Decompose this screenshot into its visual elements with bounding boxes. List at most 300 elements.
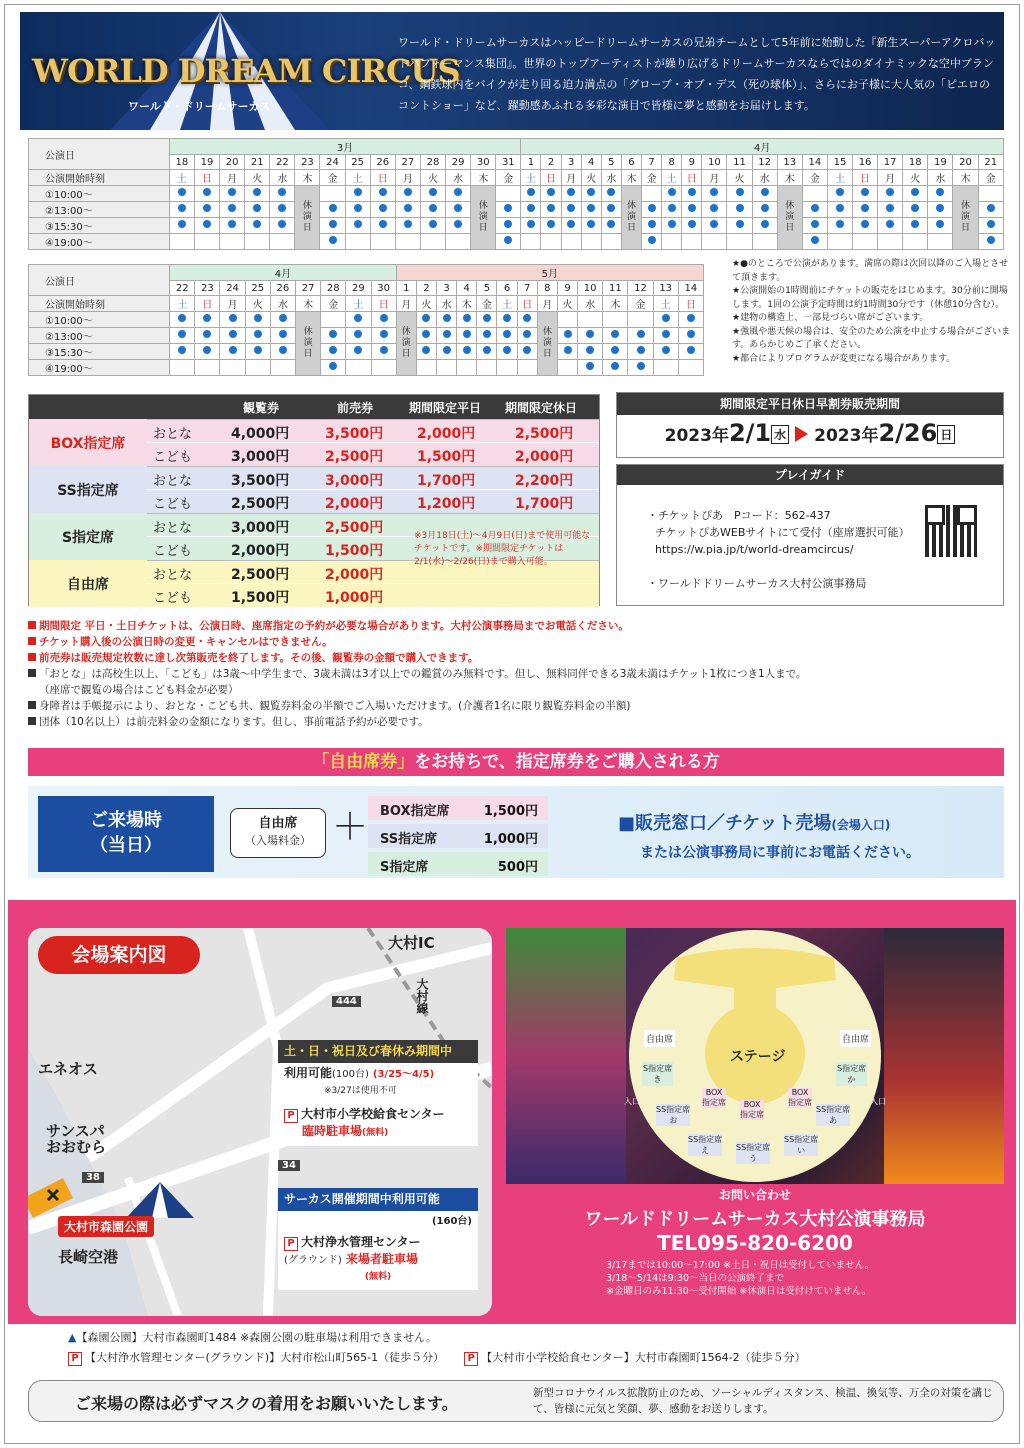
day-cell: 6 bbox=[621, 155, 641, 170]
day-cell: 20 bbox=[953, 155, 978, 170]
slot-cell bbox=[702, 234, 727, 250]
counter-sub: または公演事務局に事前にお電話ください。 bbox=[640, 845, 920, 861]
counter-entrance: (会場入口) bbox=[831, 818, 891, 832]
day-cell: 8 bbox=[662, 155, 682, 170]
box-label: BOX bbox=[705, 1088, 723, 1097]
slot-cell bbox=[320, 202, 345, 218]
tent-icon: ▲ bbox=[68, 1331, 77, 1344]
slot-cell bbox=[903, 202, 928, 218]
month-row bbox=[29, 265, 704, 281]
slot-cell bbox=[345, 234, 370, 250]
weekday-cell: 水 bbox=[578, 296, 603, 312]
slot-cell bbox=[420, 218, 445, 234]
slot-cell bbox=[346, 312, 371, 328]
day-cell: 1 bbox=[396, 281, 416, 296]
performance-dot-icon bbox=[527, 188, 535, 196]
slot-cell bbox=[446, 186, 471, 202]
day-cell: 5 bbox=[601, 155, 621, 170]
price-value: 2,500円 bbox=[231, 567, 290, 583]
slot-cell bbox=[727, 202, 752, 218]
weekday-cell: 木 bbox=[457, 296, 477, 312]
day-cell: 26 bbox=[370, 155, 395, 170]
slot-time: ③15:30〜 bbox=[29, 218, 170, 234]
day-cell: 2 bbox=[416, 281, 436, 296]
slot-cell bbox=[727, 186, 752, 202]
day-cell: 21 bbox=[245, 155, 270, 170]
holiday-cell: 休 演 日 bbox=[621, 186, 641, 250]
seat-category: SS指定席 bbox=[29, 466, 147, 513]
slot-time: ③15:30〜 bbox=[29, 344, 170, 360]
map-title: 会場案内図 bbox=[38, 936, 200, 974]
slot-cell bbox=[457, 312, 477, 328]
slot-cell bbox=[416, 344, 436, 360]
day-of-label: ご来場時 bbox=[90, 810, 162, 831]
slot-cell bbox=[827, 234, 852, 250]
slot-cell bbox=[928, 234, 953, 250]
note-item: ★●のところで公演があります。満席の際は次回以降のご入場とさせて頂きます。 bbox=[732, 259, 1009, 283]
slot-cell bbox=[420, 234, 445, 250]
s-seat-ka bbox=[836, 1062, 867, 1086]
slot-cell bbox=[370, 218, 395, 234]
weekday-cell: 月 bbox=[396, 296, 416, 312]
address-kyushoku: 【大村市小学校給食センター】大村市森園町1564-2（徒歩５分） bbox=[481, 1351, 806, 1364]
weekday-cell: 木 bbox=[603, 296, 628, 312]
performance-dot-icon bbox=[380, 330, 388, 338]
slot-cell bbox=[521, 218, 541, 234]
slot-row bbox=[29, 202, 1004, 218]
weekday-cell: 日 bbox=[682, 170, 702, 186]
performance-dot-icon bbox=[687, 314, 695, 322]
price-value: 2,000円 bbox=[515, 448, 574, 465]
note-item: ★公演開始の1時間前にチケットの販売をはじめます。30分前に開場します。1回の公演予定時間は約1時間30分です（休憩10分含む）。 bbox=[732, 286, 1008, 310]
performance-dot-icon bbox=[429, 188, 437, 196]
s-seat-label: S指定席 bbox=[837, 1064, 867, 1073]
performance-dot-icon bbox=[203, 188, 211, 196]
stage-label: ステージ bbox=[730, 1049, 786, 1065]
performance-dot-icon bbox=[611, 362, 619, 370]
weekday-cell: 水 bbox=[928, 170, 953, 186]
covid-text: 新型コロナウイルス拡散防止のため、ソーシャルディスタンス、検温、換気等、万全の対策を講じて、皆様に元気と笑顔、夢、感動をお送りします。 bbox=[533, 1387, 993, 1415]
slot-cell bbox=[978, 186, 1003, 202]
slot-cell bbox=[395, 186, 420, 202]
col-maeuri: 前売券 bbox=[337, 401, 374, 415]
weekday-cell: 木 bbox=[777, 170, 802, 186]
ss-block: お bbox=[669, 1116, 678, 1125]
play-guide-title: プレイガイド bbox=[617, 465, 1003, 485]
slot-cell bbox=[220, 360, 245, 376]
slot-cell bbox=[642, 218, 662, 234]
performance-dot-icon bbox=[354, 204, 362, 212]
weekday-cell: 日 bbox=[517, 296, 537, 312]
counter-info bbox=[618, 810, 998, 867]
performance-dot-icon bbox=[648, 236, 656, 244]
slot-cell bbox=[477, 312, 497, 328]
price-age: こども bbox=[153, 543, 193, 559]
price-value: 3,500円 bbox=[325, 426, 384, 442]
slot-cell bbox=[270, 218, 295, 234]
slot-cell bbox=[169, 186, 194, 202]
slot-cell bbox=[628, 312, 653, 328]
slot-cell bbox=[653, 312, 678, 328]
ss-block: あ bbox=[829, 1116, 838, 1125]
slot-cell bbox=[827, 186, 852, 202]
slot-cell bbox=[220, 186, 245, 202]
box-seat-left bbox=[702, 1088, 726, 1108]
slot-cell bbox=[853, 202, 878, 218]
performance-dot-icon bbox=[329, 220, 337, 228]
slot-cell bbox=[628, 360, 653, 376]
rule-text: 前売券は販売規定枚数に達し次第販売を終了します。その後、観覧券の金額で購入できます。 bbox=[39, 652, 479, 664]
early-sale-title: 期間限定平日休日早割券販売期間 bbox=[617, 393, 1003, 415]
slot-cell bbox=[170, 328, 195, 344]
performance-dot-icon bbox=[279, 346, 287, 354]
weekday-cell: 日 bbox=[678, 296, 703, 312]
performance-dot-icon bbox=[836, 204, 844, 212]
rule-item bbox=[28, 682, 1008, 698]
slot-cell bbox=[827, 218, 852, 234]
rule-text: 「おとな」は高校生以上、「こども」は3歳〜中学生まで、3歳未満は3才以上での鑑賞のみ無料です。但し、無料同伴できる3歳未満はチケット1枚につき1人まで。 bbox=[39, 668, 807, 680]
rule-item bbox=[28, 698, 1008, 714]
slot-cell bbox=[557, 312, 577, 328]
performance-dot-icon bbox=[936, 220, 944, 228]
performance-dot-icon bbox=[253, 204, 261, 212]
weekday-cell: 土 bbox=[521, 170, 541, 186]
performance-dot-icon bbox=[379, 188, 387, 196]
slot-cell bbox=[245, 186, 270, 202]
performance-dot-icon bbox=[811, 220, 819, 228]
slot-cell bbox=[642, 202, 662, 218]
free-seat-left: 自由席 bbox=[644, 1030, 675, 1047]
performance-dot-icon bbox=[443, 330, 451, 338]
day-of-sub: （当日） bbox=[90, 835, 162, 856]
seat-category: BOX指定席 bbox=[29, 419, 147, 466]
price-value: 2,200円 bbox=[515, 473, 574, 489]
performance-dot-icon bbox=[547, 220, 555, 228]
price-value: 3,000円 bbox=[325, 473, 384, 489]
pia-code: ・チケットぴあ Pコード：562-437 bbox=[647, 509, 831, 522]
performance-dot-icon bbox=[648, 204, 656, 212]
performance-dot-icon bbox=[483, 314, 491, 322]
day-cell: 9 bbox=[682, 155, 702, 170]
ss-label: SS指定席 bbox=[688, 1135, 723, 1144]
slot-cell bbox=[395, 218, 420, 234]
day-cell: 16 bbox=[853, 155, 878, 170]
slot-cell bbox=[678, 312, 703, 328]
performers-photo bbox=[506, 928, 1004, 1184]
slot-cell bbox=[642, 234, 662, 250]
weekday-cell: 土 bbox=[170, 296, 195, 312]
bullet-icon bbox=[28, 621, 36, 629]
slot-cell bbox=[802, 234, 827, 250]
price-age: こども bbox=[153, 496, 193, 512]
arrow-right-icon bbox=[795, 426, 808, 442]
day-cell: 18 bbox=[169, 155, 194, 170]
day-cell: 24 bbox=[220, 281, 245, 296]
slot-cell bbox=[702, 202, 727, 218]
slot-cell bbox=[978, 218, 1003, 234]
slot-cell bbox=[581, 218, 601, 234]
slot-cell bbox=[245, 202, 270, 218]
holiday-cell: 休 演 日 bbox=[471, 186, 496, 250]
pia-web: チケットぴあWEBサイトにて受付（座席選択可能） bbox=[655, 526, 910, 539]
rule-text: チケット購入後の公演日時の変更・キャンセルはできません。 bbox=[39, 636, 333, 648]
rule-item bbox=[28, 618, 1008, 634]
slot-cell bbox=[245, 360, 270, 376]
day-cell: 22 bbox=[270, 155, 295, 170]
slot-cell bbox=[420, 202, 445, 218]
qr-code-icon[interactable] bbox=[925, 505, 977, 557]
performance-dot-icon bbox=[279, 330, 287, 338]
performance-dot-icon bbox=[329, 236, 337, 244]
slot-cell bbox=[662, 186, 682, 202]
slot-cell bbox=[436, 360, 456, 376]
performance-dot-icon bbox=[662, 314, 670, 322]
entrance-left: 入口 bbox=[624, 1097, 640, 1106]
day-cell: 2 bbox=[541, 155, 561, 170]
slot-cell bbox=[320, 186, 345, 202]
slot-cell bbox=[578, 360, 603, 376]
slot-cell bbox=[195, 360, 220, 376]
performance-dot-icon bbox=[523, 346, 531, 354]
temp-parking-count: (100台) bbox=[332, 1069, 369, 1080]
day-cell: 29 bbox=[446, 155, 471, 170]
free-seat-box bbox=[230, 808, 326, 858]
rule-item bbox=[28, 666, 1008, 682]
slot-cell bbox=[395, 234, 420, 250]
slot-cell bbox=[603, 360, 628, 376]
slot-cell bbox=[561, 218, 581, 234]
slot-cell bbox=[245, 344, 270, 360]
performance-dot-icon bbox=[668, 204, 676, 212]
price-value: 2,500円 bbox=[325, 448, 384, 465]
mask-notice bbox=[28, 1380, 1004, 1422]
day-cell: 10 bbox=[702, 155, 727, 170]
performance-dot-icon bbox=[354, 346, 362, 354]
performance-dot-icon bbox=[228, 220, 236, 228]
performance-dot-icon bbox=[422, 314, 430, 322]
rule-text: 身障者は手帳提示により、おとな・こども共、観覧券料金の半額でご入場いただけます。(介護者1名に限り観覧券料金の半額) bbox=[39, 700, 631, 712]
slot-cell bbox=[928, 202, 953, 218]
play-guide-body bbox=[647, 507, 927, 592]
performance-dot-icon bbox=[429, 220, 437, 228]
performance-dot-icon bbox=[587, 188, 595, 196]
day-cell: 12 bbox=[752, 155, 777, 170]
performance-dot-icon bbox=[861, 220, 869, 228]
slot-cell bbox=[903, 186, 928, 202]
slot-cell bbox=[517, 344, 537, 360]
visitor-parking-free: (無料) bbox=[364, 1272, 392, 1282]
weekday-cell: 火 bbox=[903, 170, 928, 186]
day-cell: 18 bbox=[903, 155, 928, 170]
performance-dot-icon bbox=[607, 220, 615, 228]
slot-cell bbox=[270, 186, 295, 202]
slot-cell bbox=[436, 344, 456, 360]
temp-parking-place: 大村市小学校給食センター bbox=[301, 1107, 445, 1121]
slot-cell bbox=[601, 202, 621, 218]
performance-dot-icon bbox=[253, 188, 261, 196]
slot-row bbox=[29, 344, 704, 360]
day-cell: 4 bbox=[457, 281, 477, 296]
slot-time: ④19:00〜 bbox=[29, 360, 170, 376]
slot-cell bbox=[581, 234, 601, 250]
performance-dot-icon bbox=[687, 346, 695, 354]
weekday-cell: 日 bbox=[371, 296, 396, 312]
note-item: ★強風や悪天候の場合は、安全のため公演を中止する場合がございます。あらかじめご了承ください。 bbox=[732, 326, 1011, 350]
s-seat-block: き bbox=[653, 1075, 662, 1084]
slot-cell bbox=[457, 328, 477, 344]
rule-text: 団体（10名以上）は前売料金の金額になります。但し、事前電話予約が必要です。 bbox=[39, 716, 429, 728]
day-cell: 15 bbox=[827, 155, 852, 170]
weekday-cell: 日 bbox=[195, 296, 220, 312]
slot-cell bbox=[457, 344, 477, 360]
weekday-cell: 金 bbox=[320, 170, 345, 186]
start-weekday: 水 bbox=[771, 425, 789, 444]
weekday-cell: 木 bbox=[471, 170, 496, 186]
sunspa-label-2: おおむら bbox=[46, 1138, 107, 1156]
holiday-cell: 休 演 日 bbox=[953, 186, 978, 250]
price-age: おとな bbox=[153, 427, 193, 442]
slot-cell bbox=[321, 344, 346, 360]
weekday-cell: 水 bbox=[270, 296, 295, 312]
slot-time: ④19:00〜 bbox=[29, 234, 170, 250]
performance-dot-icon bbox=[483, 346, 491, 354]
circus-logo: WORLD DREAM CIRCUS bbox=[32, 52, 460, 90]
schedule-table-april-may bbox=[28, 264, 704, 376]
performance-dot-icon bbox=[422, 330, 430, 338]
visitor-parking-count: (160台) bbox=[431, 1216, 472, 1227]
price-note: ※3月18日(土)〜4月9日(日)まで使用可能なチケットです。※期間限定チケットは2/1(水)〜2/26(日)まで購入可能。 bbox=[414, 531, 591, 567]
slot-cell bbox=[220, 234, 245, 250]
performance-dot-icon bbox=[203, 346, 211, 354]
slot-cell bbox=[642, 186, 662, 202]
box-label-2: 指定席 bbox=[740, 1110, 764, 1119]
upgrade-ss bbox=[368, 824, 548, 848]
performance-dot-icon bbox=[329, 204, 337, 212]
slot-cell bbox=[628, 344, 653, 360]
day-cell: 29 bbox=[346, 281, 371, 296]
day-cell: 27 bbox=[295, 281, 320, 296]
performance-dot-icon bbox=[229, 314, 237, 322]
rule-item bbox=[28, 634, 1008, 650]
slot-cell bbox=[477, 328, 497, 344]
weekday-cell: 土 bbox=[653, 296, 678, 312]
performance-dot-icon bbox=[886, 204, 894, 212]
ic-label: 大村IC bbox=[388, 934, 435, 952]
temp-parking-avail: 利用可能 bbox=[284, 1066, 333, 1080]
weekday-cell: 日 bbox=[853, 170, 878, 186]
slot-cell bbox=[557, 328, 577, 344]
slot-cell bbox=[702, 218, 727, 234]
slot-cell bbox=[682, 234, 702, 250]
day-cell: 6 bbox=[497, 281, 517, 296]
performance-dot-icon bbox=[688, 220, 696, 228]
slot-cell bbox=[220, 344, 245, 360]
weekday-row bbox=[29, 170, 1004, 186]
s-seat-ki bbox=[642, 1062, 673, 1086]
day-cell: 4 bbox=[581, 155, 601, 170]
slot-cell bbox=[194, 186, 219, 202]
performance-dot-icon bbox=[736, 204, 744, 212]
slot-time: ②13:00〜 bbox=[29, 328, 170, 344]
free-seat-label: 自由席 bbox=[258, 816, 298, 831]
performance-dot-icon bbox=[710, 220, 718, 228]
price-value: 2,000円 bbox=[417, 426, 476, 442]
weekday-cell: 水 bbox=[446, 170, 471, 186]
performance-dot-icon bbox=[911, 220, 919, 228]
slot-cell bbox=[446, 202, 471, 218]
eneos-label: エネオス bbox=[38, 1060, 98, 1078]
slot-cell bbox=[578, 344, 603, 360]
performance-dot-icon bbox=[586, 346, 594, 354]
temp-parking-note: ※3/27は使用不可 bbox=[324, 1086, 397, 1096]
route-34: 34 bbox=[278, 1160, 300, 1171]
slot-cell bbox=[853, 218, 878, 234]
performance-dot-icon bbox=[586, 362, 594, 370]
slot-cell bbox=[521, 234, 541, 250]
slot-cell bbox=[371, 312, 396, 328]
airport-label: 長崎空港 bbox=[58, 1248, 119, 1266]
performance-dot-icon bbox=[736, 188, 744, 196]
performance-dot-icon bbox=[443, 346, 451, 354]
free-seat-sub: （入場料金） bbox=[245, 834, 311, 847]
performance-dot-icon bbox=[354, 330, 362, 338]
performance-dot-icon bbox=[178, 188, 186, 196]
performance-dot-icon bbox=[886, 188, 894, 196]
performance-dot-icon bbox=[567, 188, 575, 196]
slot-cell bbox=[541, 186, 561, 202]
performance-dot-icon bbox=[668, 220, 676, 228]
slot-cell bbox=[678, 360, 703, 376]
day-cell: 23 bbox=[195, 281, 220, 296]
weekday-cell: 木 bbox=[953, 170, 978, 186]
slot-cell bbox=[601, 218, 621, 234]
price-value: 2,500円 bbox=[325, 520, 384, 536]
contact-tel[interactable]: TEL095-820-6200 bbox=[657, 1231, 853, 1255]
slot-time: ②13:00〜 bbox=[29, 202, 170, 218]
pia-url-link[interactable]: https://w.pia.jp/t/world-dreamcircus/ bbox=[655, 543, 854, 556]
ss-label: SS指定席 bbox=[784, 1135, 819, 1144]
slot-cell bbox=[169, 218, 194, 234]
bullet-icon bbox=[28, 717, 36, 725]
seat-category: 自由席 bbox=[29, 560, 147, 607]
performance-dot-icon bbox=[429, 204, 437, 212]
bullet-icon bbox=[28, 637, 36, 645]
slot-cell bbox=[371, 360, 396, 376]
day-cell: 19 bbox=[194, 155, 219, 170]
day-cell: 3 bbox=[561, 155, 581, 170]
day-cell: 10 bbox=[578, 281, 603, 296]
performance-dot-icon bbox=[547, 204, 555, 212]
ss-block: う bbox=[749, 1154, 758, 1163]
upgrade-banner bbox=[28, 748, 1004, 776]
weekday-cell: 火 bbox=[581, 170, 601, 186]
weekday-cell: 金 bbox=[642, 170, 662, 186]
performance-dot-icon bbox=[504, 220, 512, 228]
slot-cell bbox=[603, 312, 628, 328]
slot-cell bbox=[270, 328, 295, 344]
rule-item bbox=[28, 650, 1008, 666]
performance-dot-icon bbox=[567, 204, 575, 212]
weekday-cell: 土 bbox=[662, 170, 682, 186]
price-value: 1,500円 bbox=[325, 542, 384, 559]
day-cell: 28 bbox=[420, 155, 445, 170]
banner-text: をお持ちで、指定席券をご購入される方 bbox=[414, 752, 720, 772]
performance-dot-icon bbox=[668, 188, 676, 196]
performance-dot-icon bbox=[911, 204, 919, 212]
weekday-cell: 金 bbox=[477, 296, 497, 312]
ss-block: い bbox=[797, 1146, 806, 1155]
weekday-cell: 火 bbox=[416, 296, 436, 312]
